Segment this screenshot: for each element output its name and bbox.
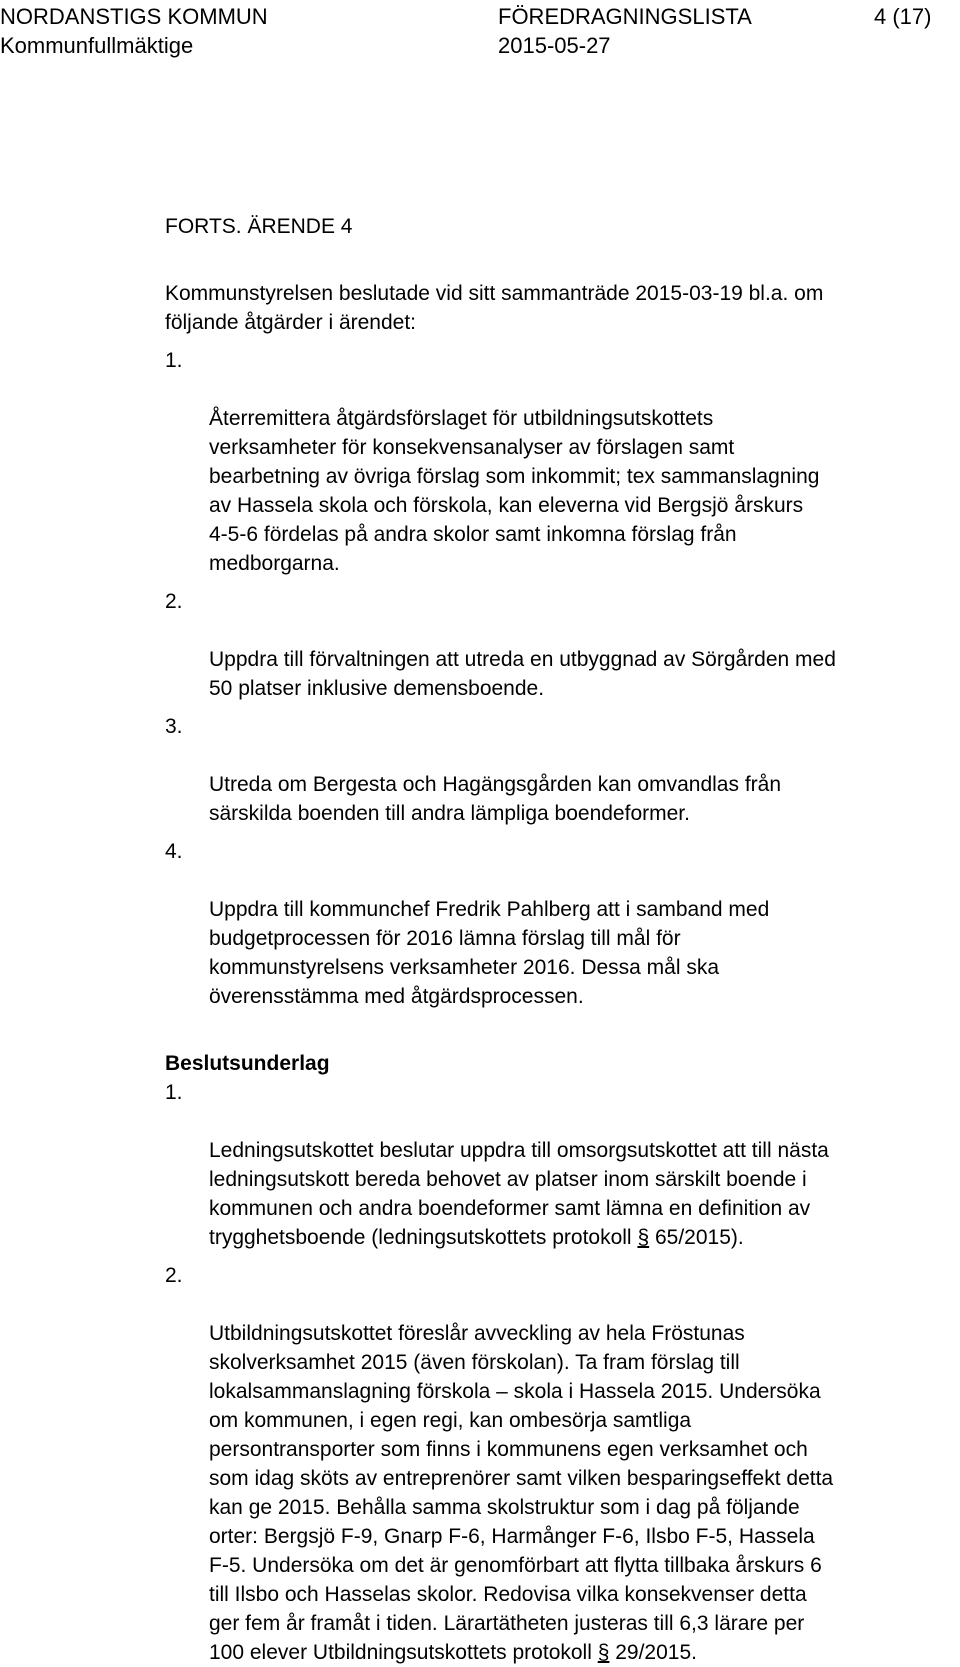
item-text: Utreda om Bergesta och Hagängsgården kan omvandlas från särskilda boenden till andra lämpliga boendeformer. bbox=[209, 773, 782, 825]
matter-heading: FORTS. ÄRENDE 4 bbox=[165, 215, 353, 238]
body-name: Kommunfullmäktige bbox=[0, 33, 194, 58]
item-text-end: 29/2015. bbox=[609, 1641, 697, 1664]
item-number: 1. bbox=[165, 349, 183, 372]
document-type: FÖREDRAGNINGSLISTA bbox=[498, 4, 752, 29]
item-text: Utbildningsutskottet föreslår avveckling av hela Fröstunas skolverksamhet 2015 (även förskolan). Ta fram förslag till lokalsammanslagning förskola – skola i Hassela 2015. Undersöka om kommunen, i egen regi, kan ombesörja samtliga persontransporter som finns i kommunens egen verksamhet och som idag sköts av entreprenörer samt vilken besparingseffekt detta kan ge 2015. Behålla samma skolstruktur som i dag på följande orter: Bergsjö F-9, Gnarp F-6, Harmånger F-6, Ilsbo F-5, Hassela F-5. Undersöka om det är genomförbart att flytta tillbaka årskurs 6 till Ilsbo och Hasselas skolor. Redovisa vilka konsekvenser detta ger fem år framåt i tiden. Lärartätheten justeras till 6,3 lärare per 100 elever Utbildningsutskottets protokoll bbox=[209, 1322, 834, 1664]
document-body bbox=[165, 212, 960, 1667]
section-sign: § bbox=[637, 1226, 650, 1249]
decision-list bbox=[165, 346, 960, 1011]
page-number: 4 (17) bbox=[874, 4, 932, 29]
basis-list bbox=[165, 1078, 960, 1667]
decision-item bbox=[165, 712, 960, 828]
item-number: 3. bbox=[165, 715, 183, 738]
decision-item bbox=[165, 837, 960, 1011]
item-number: 2. bbox=[165, 590, 183, 613]
page-header bbox=[0, 0, 960, 62]
item-text-end: 65/2015). bbox=[649, 1226, 744, 1249]
basis-item bbox=[165, 1261, 960, 1667]
basis-item bbox=[165, 1078, 960, 1252]
decision-item bbox=[165, 587, 960, 703]
intro-paragraph: Kommunstyrelsen beslutade vid sitt sammanträde 2015-03-19 bl.a. om följande åtgärder i ärendet: bbox=[165, 282, 824, 334]
section-sign: § bbox=[597, 1641, 610, 1664]
item-text: Uppdra till förvaltningen att utreda en utbyggnad av Sörgården med 50 platser inklusive demensboende. bbox=[209, 648, 836, 700]
item-text: Återremittera åtgärdsförslaget för utbildningsutskottets verksamheter för konsekvensanalyser av förslagen samt bearbetning av övriga förslag som inkommit; tex sammanslagning av Hassela skola och förskola, kan eleverna vid Bergsjö årskurs 4-5-6 fördelas på andra skolor samt inkomna förslag från medborgarna. bbox=[209, 407, 820, 575]
item-number: 1. bbox=[165, 1081, 183, 1104]
document-date: 2015-05-27 bbox=[498, 33, 611, 58]
section-title-beslutsunderlag: Beslutsunderlag bbox=[165, 1052, 330, 1075]
item-text: Uppdra till kommunchef Fredrik Pahlberg att i samband med budgetprocessen för 2016 lämna förslag till mål för kommunstyrelsens verksamheter 2016. Dessa mål ska överensstämma med åtgärdsprocessen. bbox=[209, 898, 770, 1008]
item-text: Ledningsutskottet beslutar uppdra till omsorgsutskottet att till nästa ledningsutskott bereda behovet av platser inom särskilt boende i kommunen och andra boendeformer samt lämna en definition av trygghetsboende (ledningsutskottets protokoll bbox=[209, 1139, 829, 1249]
item-number: 2. bbox=[165, 1264, 183, 1287]
item-number: 4. bbox=[165, 840, 183, 863]
organization-name: NORDANSTIGS KOMMUN bbox=[0, 4, 268, 29]
decision-item bbox=[165, 346, 960, 578]
